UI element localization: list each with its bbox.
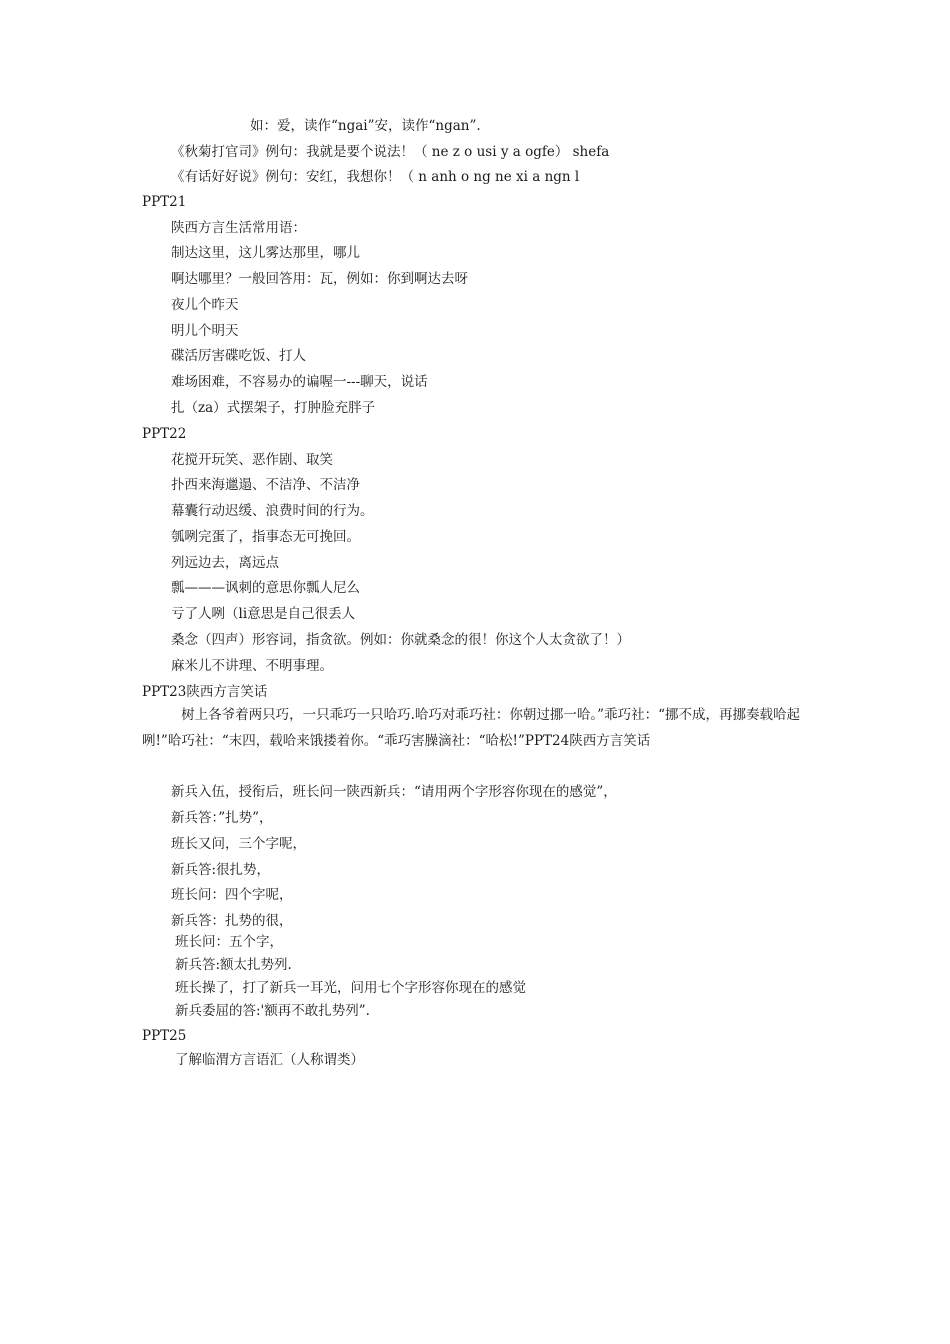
qiuju-example-line: 《秋菊打官司》例句：我就是要个说法！（ ne z o usi y a ogfe） shefa (171, 144, 610, 160)
text-line: 亏了人咧（li意思是自己很丢人 (171, 606, 356, 622)
section-heading-ppt22: PPT22 (142, 426, 187, 442)
text-line: 瓠咧完蛋了，指事态无可挽回。 (171, 529, 360, 545)
youhua-example-line: 《有话好好说》例句：安红，我想你！（ n anh o ng ne xi a ngn l (171, 169, 580, 185)
text-line: 班长又问，三个字呢， (171, 836, 306, 852)
text-line: 扎（za）式摆架子，打肿脸充胖子 (171, 400, 376, 416)
text-line: 陕西方言生活常用语： (171, 220, 306, 236)
text-line: 列远边去，离远点 (171, 555, 279, 571)
text-line: 新兵委屈的答:'额再不敢扎势列”. (175, 1003, 370, 1019)
text-line: 新兵答:很扎势， (171, 862, 271, 878)
text-line: 班长操了，打了新兵一耳光，问用七个字形容你现在的感觉 (175, 980, 526, 996)
text-line: 扑西来海邋遢、不洁净、不洁净 (171, 477, 360, 493)
section-heading-ppt25: PPT25 (142, 1028, 187, 1044)
text-line: 班长问：五个字， (175, 934, 283, 950)
text-line: 新兵答：扎势的很， (171, 913, 293, 929)
text-line: 明儿个明天 (171, 323, 239, 339)
text-line: 班长问：四个字呢， (171, 887, 293, 903)
text-line: 桑念（四声）形容词，指贪欲。例如：你就桑念的很！你这个人太贪欲了！） (171, 632, 630, 648)
section-heading-ppt21: PPT21 (142, 194, 187, 210)
text-line: 了解临渭方言语汇（人称谓类） (175, 1052, 364, 1068)
text-line: 制达这里，这儿雾达那里，哪儿 (171, 245, 360, 261)
text-line: 花搅开玩笑、恶作剧、取笑 (171, 452, 333, 468)
section-heading-ppt23: PPT23陕西方言笑话 (142, 684, 268, 700)
text-line: 夜儿个昨天 (171, 297, 239, 313)
text-line: 麻米儿不讲理、不明事理。 (171, 658, 333, 674)
joke-paragraph: 树上各爷着两只巧，一只乖巧一只哈巧.哈巧对乖巧社：你朝过挪一哈。”乖巧社：“挪不成，再挪奏载哈起咧!”哈巧社：“末四，载哈来饿搂着你。“乖巧害臊滴社：“哈松!”PPT24陕西方言笑话 (142, 707, 800, 749)
text-line: 碟活厉害碟吃饭、打人 (171, 348, 306, 364)
text-line: 瓢———讽刺的意思你瓢人尼么 (171, 580, 360, 596)
text-line: 幕囊行动迟缓、浪费时间的行为。 (171, 503, 374, 519)
pronunciation-example: 如：爱，读作“ngai”安，读作“ngan”. (250, 118, 481, 134)
text-line: 新兵答：”扎势”， (171, 810, 273, 826)
text-line: 新兵答:额太扎势列. (175, 957, 292, 973)
text-line: 难场困难，不容易办的谝喔一---聊天，说话 (171, 374, 428, 390)
text-line: 啊达哪里？一般回答用：瓦，例如：你到啊达去呀 (171, 271, 468, 287)
text-line: 新兵入伍，授衔后，班长问一陕西新兵：“请用两个字形容你现在的感觉”， (171, 784, 617, 800)
